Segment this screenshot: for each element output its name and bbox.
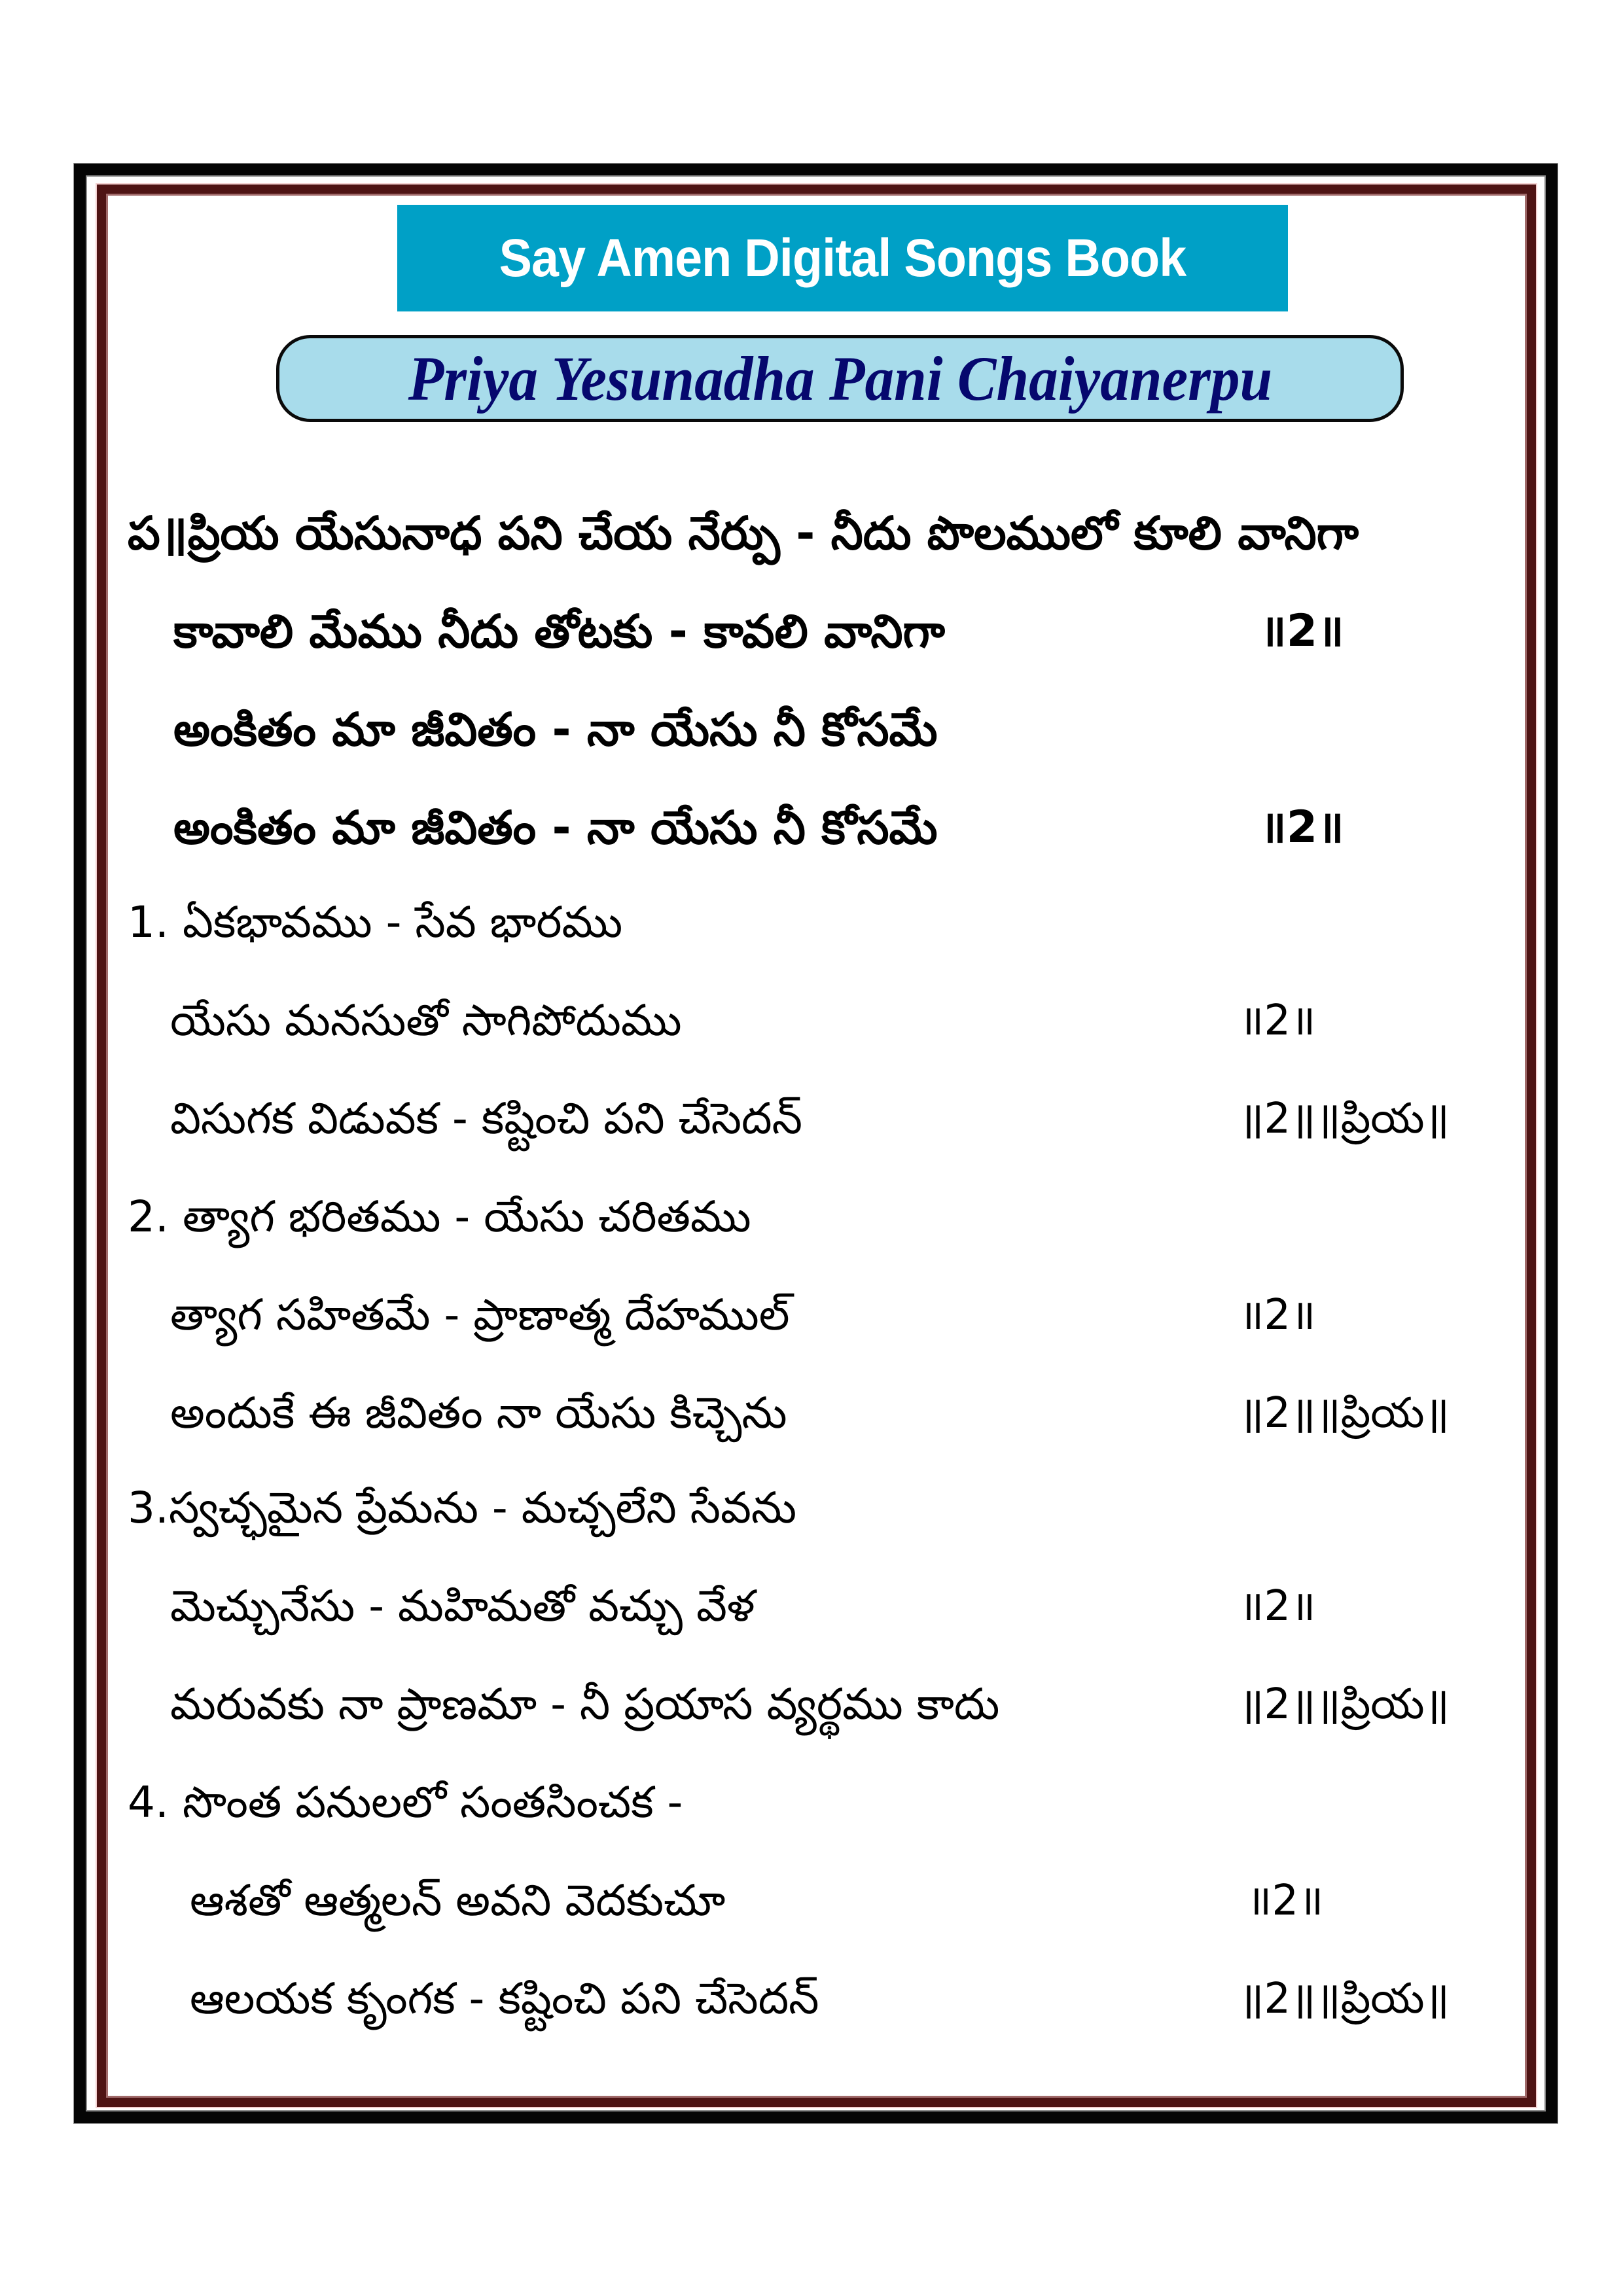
repeat-marker: ॥2॥	[1239, 997, 1316, 1045]
verse-1-line-2	[170, 978, 682, 1063]
verse-1-line-3	[170, 1076, 802, 1161]
lyric-text: త్యాగ సహితమే - ప్రాణాత్మ దేహముల్	[170, 1290, 790, 1340]
refrain-marker: ॥2॥॥ప్రియ॥	[1239, 1975, 1450, 2023]
verse-2-line-2	[170, 1273, 790, 1358]
lyric-text: అంకితం మా జీవితం - నా యేసు నీ కోసమే	[173, 801, 938, 855]
verse-3-line-1	[128, 1466, 796, 1551]
lyric-text: ఆశతో ఆత్మలన్ అవని వెదకుచూ	[190, 1875, 726, 1926]
refrain-marker: ॥2॥॥ప్రియ॥	[1239, 1680, 1450, 1729]
chorus-line-3	[173, 687, 938, 772]
lyric-text: యేసు మనసుతో సాగిపోదుము	[170, 995, 682, 1046]
lyric-text: 1. ఏకభావము - సేవ భారము	[128, 897, 623, 947]
verse-1-line-1	[128, 880, 622, 965]
lyric-text: మరువకు నా ప్రాణమా - నీ ప్రయాస వ్యర్థము కాదు	[170, 1679, 1000, 1729]
chorus-line-2	[173, 589, 945, 674]
repeat-marker: ॥2॥	[1239, 1291, 1316, 1339]
lyric-text: అందుకే ఈ జీవితం నా యేసు కిచ్చెను	[170, 1388, 787, 1438]
chorus-line-1	[128, 491, 1359, 576]
chorus-line-4	[173, 785, 938, 870]
lyric-text: కావాలి మేము నీదు తోటకు - కావలి వానిగా	[173, 605, 945, 658]
lyric-text: అంకితం మా జీవితం - నా యేసు నీ కోసమే	[173, 703, 938, 756]
lyric-text: ప॥ప్రియ యేసునాధ పని చేయ నేర్పు - నీదు పొలములో కూలి వానిగా	[128, 506, 1359, 560]
refrain-marker: ॥2॥॥ప్రియ॥	[1239, 1389, 1450, 1438]
verse-2-line-3	[170, 1371, 787, 1456]
lyric-text: 3.స్వచ్ఛమైన ప్రేమను - మచ్చలేని సేవను	[128, 1483, 797, 1533]
song-title: Priya Yesunadha Pani Chaiyanerpu	[408, 344, 1272, 414]
refrain-marker: ॥2॥॥ప్రియ॥	[1239, 1095, 1450, 1143]
repeat-marker: ॥2॥	[1260, 605, 1344, 657]
lyric-text: 2. త్యాగ భరితము - యేసు చరితము	[128, 1192, 751, 1242]
banner-title: Say Amen Digital Songs Book	[499, 228, 1186, 288]
verse-3-line-3	[170, 1662, 999, 1747]
lyric-text: విసుగక విడువక - కష్టించి పని చేసెదన్	[170, 1093, 802, 1144]
verse-2-line-1	[128, 1174, 751, 1260]
lyric-text: 4. సొంత పనులలో సంతసించక -	[128, 1777, 683, 1828]
verse-4-line-3	[190, 1956, 819, 2041]
verse-4-line-1	[128, 1760, 683, 1845]
lyric-text: మెచ్చునేసు - మహిమతో వచ్చు వేళ	[170, 1581, 755, 1631]
verse-3-line-2	[170, 1564, 755, 1649]
lyric-text: ఆలయక కృంగక - కష్టించి పని చేసెదన్	[190, 1973, 819, 2024]
repeat-marker: ॥2॥	[1239, 1582, 1316, 1631]
verse-4-line-2	[190, 1858, 725, 1943]
repeat-marker: ॥2॥	[1260, 802, 1344, 853]
repeat-marker: ॥2॥	[1247, 1877, 1324, 1925]
